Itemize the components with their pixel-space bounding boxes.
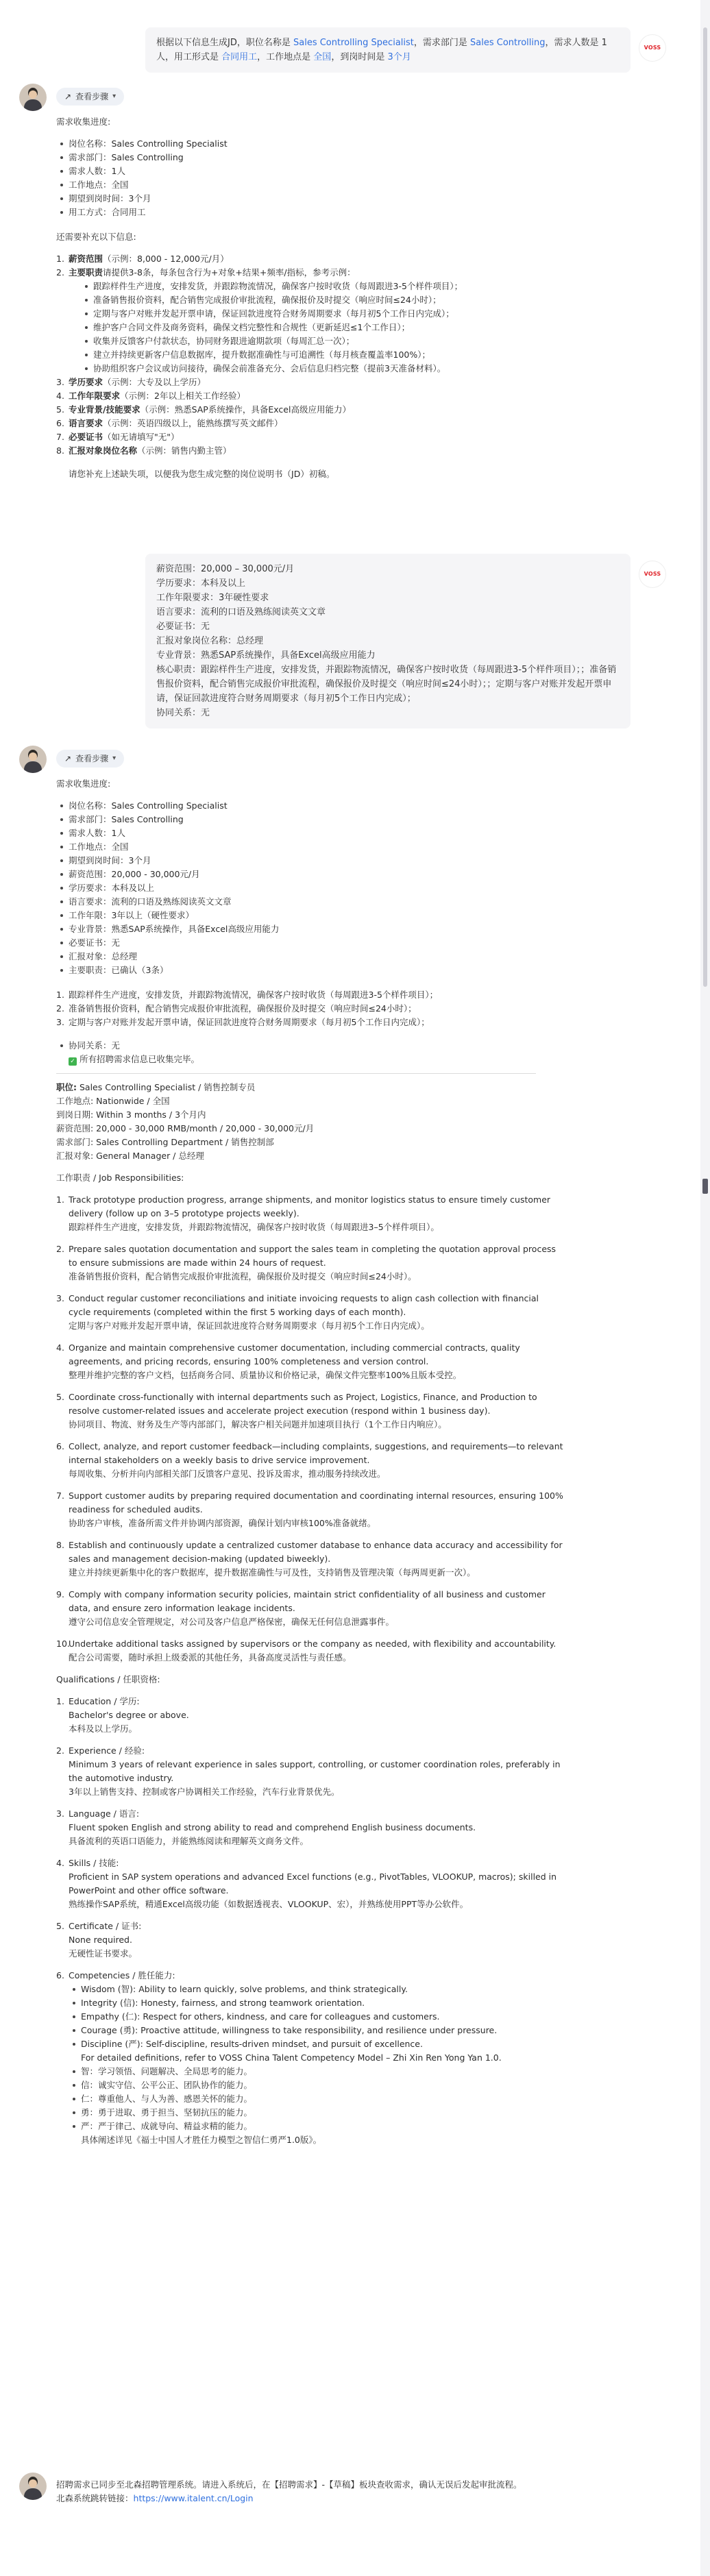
jd-header-value: Sales Controlling Specialist / 销售控制专员 <box>77 1082 256 1092</box>
competency-key: Wisdom (智): <box>81 1984 136 1994</box>
jd-header-line <box>56 1149 563 1163</box>
divider <box>56 1073 536 1074</box>
example-item: 协助组织客户会议或访问接待，确保会前准备充分、会后信息归档完整（提前3天准备材料）。 <box>93 362 563 376</box>
employment-type-link: 合同用工 <box>221 52 258 62</box>
assistant-content <box>56 2478 563 2505</box>
qualification-line: 熟练操作SAP系统，精通Excel高级功能（如数据透视表、VLOOKUP、宏），并熟练使用PPT等办公软件。 <box>69 1899 469 1909</box>
jd-header-line <box>56 1122 563 1136</box>
item-number: 3. <box>56 1808 64 1819</box>
requirement-value: （示例：英语四级以上，能熟练撰写英文邮件） <box>103 418 283 428</box>
competency-cn-item: 仁：尊重他人、与人为善、感恩关怀的能力。 <box>81 2092 563 2106</box>
item-number: 3. <box>56 1017 64 1027</box>
competency-value: Respect for others, kindness, and care for colleagues and customers. <box>140 2011 440 2022</box>
user-message-1 <box>145 27 661 73</box>
list-item: 语言要求：流利的口语及熟练阅读英文文章 <box>69 895 563 909</box>
competency-list <box>69 1983 563 2051</box>
missing-heading: 还需要补充以下信息: <box>56 232 136 242</box>
responsibility-item <box>56 1390 563 1432</box>
item-number: 1. <box>56 1194 64 1205</box>
item-number: 2. <box>56 1745 64 1756</box>
duty-item <box>56 1016 563 1029</box>
competency-key: Courage (勇): <box>81 2025 138 2035</box>
responsibility-cn: 整理并维护完整的客户文档，包括商务合同、质量协议和价格记录，确保文件完整率100%且版本受控。 <box>69 1370 462 1380</box>
msg-text: ，需求人数是 1人，用工形式是 <box>156 38 607 62</box>
item-number: 4. <box>56 1342 64 1353</box>
responsibility-en: Track prototype production progress, arrange shipments, and monitor logistics status to ensure timely customer delivery (follow up on 3–5 prototype projects weekly). <box>69 1194 551 1218</box>
qualification-line: Fluent spoken English and strong ability to read and comprehend English business documents. <box>69 1822 476 1832</box>
done-text: 所有招聘需求信息已收集完毕。 <box>79 1054 200 1064</box>
responsibility-en: Support customer audits by preparing required documentation and coordinating internal resources, ensuring 100% readiness for scheduled audits. <box>69 1491 563 1514</box>
jd-header-value: 需求部门: Sales Controlling Department / 销售控制部 <box>56 1137 274 1147</box>
responsibility-en: Organize and maintain comprehensive customer documentation, including commercial contracts, quality agreements, and pricing records, ensuring 100% completeness and version control. <box>69 1342 520 1366</box>
competency-item <box>81 2024 563 2037</box>
sync-message: 招聘需求已同步至北森招聘管理系统。请进入系统后，在【招聘需求】-【草稿】板块查收需求，确认无误后发起审批流程。 <box>56 2479 522 2490</box>
assistant-message-2 <box>19 746 561 2438</box>
view-steps-label: 查看步骤 <box>75 754 109 763</box>
item-number: 9. <box>56 1589 64 1599</box>
competency-value: Ability to learn quickly, solve problems, and think strategically. <box>136 1984 408 1994</box>
item-number: 6. <box>56 1970 64 1980</box>
requirement-value: （示例：熟悉SAP系统操作，具备Excel高级应用能力） <box>140 404 351 415</box>
competency-key: Empathy (仁): <box>81 2011 140 2022</box>
qualification-line: 本科及以上学历。 <box>69 1724 138 1734</box>
requirement-key: 必要证书 <box>69 432 103 442</box>
qualification-line: 具备流利的英语口语能力，并能熟练阅读和理解英文商务文件。 <box>69 1836 309 1846</box>
steps-icon: ↗ <box>64 754 72 763</box>
msg-line: 协同关系：无 <box>156 708 210 718</box>
responsibility-en: Comply with company information security policies, maintain strict confidentiality of all business and customer data, and ensure zero information leakage incidents. <box>69 1589 546 1613</box>
chevron-down-icon: ▾ <box>112 93 117 100</box>
qualification-line: Minimum 3 years of relevant experience in sales support, controlling, or customer coordination roles, preferably in the automotive industry. <box>69 1759 561 1783</box>
msg-line: 学历要求：本科及以上 <box>156 578 246 589</box>
responsibility-item <box>56 1193 563 1234</box>
jd-header-value: 到岗日期: Within 3 months / 3个月内 <box>56 1109 206 1120</box>
responsibility-en: Conduct regular customer reconciliations and initiate invoicing requests to align cash collection with financial cycle requirements (completed within the first 5 working days of each month). <box>69 1293 539 1317</box>
competency-note: For detailed definitions, refer to VOSS China Talent Competency Model – Zhi Xin Ren Yong Yan 1.0. <box>81 2052 502 2063</box>
duty-item <box>56 988 563 1002</box>
steps-icon: ↗ <box>64 92 72 101</box>
list-item: 期望到岗时间：3个月 <box>69 192 563 206</box>
msg-text: 根据以下信息生成JD，职位名称是 <box>156 38 293 48</box>
item-number: 3. <box>56 377 64 387</box>
duty-text: 定期与客户对账并发起开票申请，保证回款进度符合财务周期要求（每月初5个工作日内完成）； <box>69 1017 430 1027</box>
competency-item <box>81 1996 563 2010</box>
requirement-value: （示例：销售内勤主管） <box>137 445 232 456</box>
competency-value: Proactive attitude, willingness to take responsibility, and resilience under pressure. <box>138 2025 498 2035</box>
requirement-item <box>56 403 563 417</box>
responsibility-en: Coordinate cross-functionally with internal departments such as Project, Logistics, Finance, and Production to resolve customer-related issues and accelerate project execution (respond within 1 business day). <box>69 1392 537 1416</box>
item-number: 10. <box>56 1639 70 1649</box>
requirement-item <box>56 417 563 430</box>
example-item: 维护客户合同文件及商务资料，确保文档完整性和合规性（更新延迟≤1个工作日）； <box>93 321 563 334</box>
scrollbar-track[interactable] <box>700 0 710 2576</box>
list-item: 学历要求：本科及以上 <box>69 881 563 895</box>
scrollbar-thumb[interactable] <box>703 27 707 987</box>
list-item: 汇报对象：总经理 <box>69 950 563 964</box>
competency-item <box>81 1983 563 1996</box>
requirement-value: （示例：8,000 - 12,000元/月） <box>103 254 229 264</box>
assistant-avatar <box>19 746 47 773</box>
item-number: 3. <box>56 1293 64 1303</box>
responsibility-en: Prepare sales quotation documentation and support the sales team in completing the quotation approval process to ensure submissions are made within 24 hours of request. <box>69 1244 556 1268</box>
duties-list <box>56 988 563 1029</box>
progress-heading: 需求收集进度: <box>56 778 111 789</box>
responsibility-en: Establish and continuously update a centralized customer database to enhance data accuracy and accessibility for sales and management decision-making (updated biweekly). <box>69 1540 563 1564</box>
assistant-content <box>56 115 563 481</box>
jd-header-line <box>56 1094 563 1108</box>
item-number: 5. <box>56 404 64 415</box>
msg-line: 工作年限要求：3年硬性要求 <box>156 593 269 603</box>
competency-cn-item: 勇：勇于进取、勇于担当、坚韧抗压的能力。 <box>81 2106 563 2120</box>
outro-text: 请您补充上述缺失项，以便我为您生成完整的岗位说明书（JD）初稿。 <box>69 469 335 479</box>
list-item: 岗位名称：Sales Controlling Specialist <box>69 137 563 151</box>
requirement-key: 主要职责 <box>69 267 103 278</box>
item-number: 5. <box>56 1392 64 1402</box>
duty-text: 跟踪样件生产进度，安排发货，并跟踪物流情况，确保客户按时收货（每周跟进3-5个样件项目）； <box>69 990 439 1000</box>
competency-item <box>81 2037 563 2051</box>
qualification-line: 3年以上销售支持、控制或客户协调相关工作经验，汽车行业背景优先。 <box>69 1787 340 1797</box>
responsibility-item <box>56 1489 563 1530</box>
example-list <box>69 280 563 376</box>
list-item: 用工方式：合同用工 <box>69 206 563 219</box>
qualification-line: 无硬性证书要求。 <box>69 1948 138 1959</box>
assistant-message-3 <box>19 2473 561 2527</box>
responsibility-cn: 定期与客户对账并发起开票申请，保证回款进度符合财务周期要求（每月初5个工作日内完成）。 <box>69 1321 430 1331</box>
qualification-item <box>56 1695 563 1736</box>
example-item: 跟踪样件生产进度，安排发货，并跟踪物流情况，确保客户按时收货（每周跟进3-5个样件项目）； <box>93 280 563 293</box>
requirement-value: 请提供3-8条，每条包含行为+对象+结果+频率/指标，参考示例： <box>103 267 356 278</box>
progress-list <box>56 137 563 219</box>
duty-text: 准备销售报价资料，配合销售完成报价审批流程，确保报价及时提交（响应时间≤24小时）； <box>69 1003 417 1014</box>
responsibility-item <box>56 1440 563 1481</box>
item-number: 8. <box>56 1540 64 1550</box>
msg-text: ，到岗时间是 <box>331 52 388 62</box>
competency-item <box>81 2010 563 2024</box>
example-item: 准备销售报价资料，配合销售完成报价审批流程，确保报价及时提交（响应时间≤24小时）； <box>93 293 563 307</box>
example-item: 收集并反馈客户付款状态，协同财务跟进逾期款项（每周汇总一次）； <box>93 334 563 348</box>
item-number: 4. <box>56 391 64 401</box>
msg-line: 核心职责：跟踪样件生产进度，安排发货，并跟踪物流情况，确保客户按时收货（每周跟进3-5个样件项目）；；准备销售报价资料，配合销售完成报价审批流程，确保报价及时提交（响应时间≤24小时）；；定期与客户对账并发起开票申请，保证回款进度符合财务周期要求（每月初5个工作日内完成）； <box>156 665 617 704</box>
requirement-value: （示例：2年以上相关工作经验） <box>120 391 245 401</box>
competency-value: Honesty, fairness, and strong teamwork orientation. <box>138 1998 365 2008</box>
msg-line: 专业背景：熟悉SAP系统操作，具备Excel高级应用能力 <box>156 650 376 661</box>
jd-header <box>56 1081 563 1163</box>
jd-header-line <box>56 1081 563 1094</box>
item-number: 1. <box>56 990 64 1000</box>
assistant-content <box>56 777 563 2155</box>
item-number: 5. <box>56 1921 64 1931</box>
list-item <box>69 1039 563 1066</box>
collab-text: 协同关系：无 <box>69 1040 121 1051</box>
check-icon: ✓ <box>69 1057 77 1066</box>
competency-cn-item: 智：学习领悟、问题解决、全局思考的能力。 <box>81 2065 563 2078</box>
qualification-heading: Experience / 经验: <box>69 1745 145 1756</box>
qualification-heading: Language / 语言: <box>69 1808 140 1819</box>
jd-header-value: 汇报对象: General Manager / 总经理 <box>56 1151 204 1161</box>
responsibility-en: Collect, analyze, and report customer feedback—including complaints, suggestions, and requirements—to relevant internal stakeholders on a weekly basis to drive service improvement. <box>69 1441 563 1465</box>
requirement-value: （如无请填写"无"） <box>103 432 180 442</box>
responsibility-cn: 建立并持续更新集中化的客户数据库，提升数据准确性与可及性，支持销售及管理决策（每两周更新一次）。 <box>69 1567 476 1578</box>
item-number: 7. <box>56 1491 64 1501</box>
example-item: 定期与客户对账并发起开票申请，保证回款进度符合财务周期要求（每月初5个工作日内完成）； <box>93 307 563 321</box>
list-item: 专业背景：熟悉SAP系统操作，具备Excel高级应用能力 <box>69 922 563 936</box>
list-item: 工作年限：3年以上（硬性要求） <box>69 909 563 922</box>
progress-list <box>56 799 563 977</box>
competency-key: Integrity (信): <box>81 1998 138 2008</box>
requirement-item <box>56 444 563 458</box>
list-item: 薪资范围：20,000 - 30,000元/月 <box>69 868 563 881</box>
requirement-item <box>56 252 563 266</box>
list-item: 主要职责：已确认（3条） <box>69 964 563 977</box>
chevron-down-icon: ▾ <box>112 755 117 762</box>
duty-item <box>56 1002 563 1016</box>
list-item: 需求部门：Sales Controlling <box>69 151 563 164</box>
list-item: 需求人数：1人 <box>69 164 563 178</box>
qualification-heading: Skills / 技能: <box>69 1858 119 1868</box>
competency-key: Discipline (严): <box>81 2039 143 2049</box>
qualification-heading: Certificate / 证书: <box>69 1921 142 1931</box>
view-steps-button[interactable] <box>56 750 124 768</box>
user-avatar: VOSS <box>639 561 666 588</box>
list-item: 岗位名称：Sales Controlling Specialist <box>69 799 563 813</box>
requirement-key: 语言要求 <box>69 418 103 428</box>
list-item: 必要证书：无 <box>69 936 563 950</box>
responsibilities-list <box>56 1193 563 1665</box>
requirement-item <box>56 266 563 376</box>
qualification-item <box>56 1856 563 1911</box>
qualification-item <box>56 1807 563 1848</box>
example-item: 建立并持续更新客户信息数据库，提升数据准确性与可追溯性（每月核查覆盖率100%）； <box>93 348 563 362</box>
italent-login-link[interactable]: https://www.italent.cn/Login <box>133 2493 254 2503</box>
collab-list <box>56 1039 563 1066</box>
responsibility-cn: 每周收集、分析并向内部相关部门反馈客户意见、投诉及需求，推动服务持续改进。 <box>69 1469 386 1479</box>
responsibility-cn: 遵守公司信息安全管理规定，对公司及客户信息严格保密，确保无任何信息泄露事件。 <box>69 1617 395 1627</box>
progress-heading: 需求收集进度: <box>56 116 111 127</box>
competencies-heading: Competencies / 胜任能力: <box>69 1970 175 1980</box>
competency-cn-list <box>69 2065 563 2133</box>
qualification-item <box>56 1919 563 1961</box>
department-link: Sales Controlling <box>470 38 546 48</box>
item-number: 6. <box>56 1441 64 1451</box>
jd-header-line <box>56 1108 563 1122</box>
msg-line: 薪资范围：20,000 – 30,000元/月 <box>156 564 295 574</box>
qualification-heading: Education / 学历: <box>69 1696 140 1706</box>
requirement-key: 专业背景/技能要求 <box>69 404 140 415</box>
user-bubble <box>145 27 631 73</box>
list-item: 需求人数：1人 <box>69 826 563 840</box>
competency-cn-item: 信：诚实守信、公平公正、团队协作的能力。 <box>81 2078 563 2092</box>
competency-value: Self-discipline, results-driven mindset, and pursuit of excellence. <box>143 2039 423 2049</box>
item-number: 1. <box>56 1696 64 1706</box>
jd-header-key: 职位: <box>56 1082 77 1092</box>
competency-cn-item: 严：严于律己、成就导向、精益求精的能力。 <box>81 2120 563 2133</box>
item-number: 1. <box>56 254 64 264</box>
responsibility-item <box>56 1242 563 1284</box>
requirement-key: 工作年限要求 <box>69 391 121 401</box>
msg-text: ，需求部门是 <box>413 38 471 48</box>
location-link: 全国 <box>313 52 332 62</box>
responsibility-item <box>56 1588 563 1629</box>
qualification-line: None required. <box>69 1935 132 1945</box>
qualification-item <box>56 1744 563 1799</box>
item-number: 2. <box>56 1244 64 1254</box>
list-item: 工作地点：全国 <box>69 840 563 854</box>
item-number: 4. <box>56 1858 64 1868</box>
jd-header-value: 工作地点: Nationwide / 全国 <box>56 1096 170 1106</box>
responsibility-item <box>56 1538 563 1580</box>
item-number: 8. <box>56 445 64 456</box>
list-item: 需求部门：Sales Controlling <box>69 813 563 826</box>
requirement-value: （示例：大专及以上学历） <box>103 377 206 387</box>
jd-header-line <box>56 1136 563 1149</box>
list-item: 工作地点：全国 <box>69 178 563 192</box>
item-number: 6. <box>56 418 64 428</box>
user-message-2 <box>145 554 661 728</box>
job-title-link: Sales Controlling Specialist <box>293 38 414 48</box>
jd-header-value: 薪资范围: 20,000 - 30,000 RMB/month / 20,000 - 30,000元/月 <box>56 1123 315 1133</box>
responsibilities-heading: 工作职责 / Job Responsibilities: <box>56 1173 184 1183</box>
qualification-item <box>56 1969 563 2147</box>
item-number: 2. <box>56 267 64 278</box>
assistant-message-1 <box>19 84 561 536</box>
missing-list <box>56 252 563 458</box>
responsibility-cn: 协助客户审核，准备所需文件并协调内部资源，确保计划内审核100%准备就绪。 <box>69 1518 376 1528</box>
requirement-item <box>56 389 563 403</box>
start-time-link: 3个月 <box>387 52 411 62</box>
item-number: 2. <box>56 1003 64 1014</box>
qualification-line: Bachelor's degree or above. <box>69 1710 189 1720</box>
msg-line: 汇报对象岗位名称：总经理 <box>156 636 264 646</box>
msg-line: 必要证书：无 <box>156 622 210 632</box>
view-steps-label: 查看步骤 <box>75 92 109 101</box>
requirement-item <box>56 430 563 444</box>
responsibility-cn: 跟踪样件生产进度，安排发货，并跟踪物流情况，确保客户按时收货（每周跟进3–5个样件项目）。 <box>69 1222 439 1232</box>
responsibility-en: Undertake additional tasks assigned by supervisors or the company as needed, with flexibility and accountability. <box>69 1639 556 1649</box>
responsibility-item <box>56 1292 563 1333</box>
assistant-avatar <box>19 2473 47 2500</box>
responsibility-item <box>56 1341 563 1382</box>
requirement-key: 学历要求 <box>69 377 103 387</box>
competency-cn-note: 具体阐述详见《福士中国人才胜任力模型之智信仁勇严1.0版》。 <box>81 2135 322 2145</box>
user-bubble <box>145 554 631 728</box>
responsibility-cn: 协同项目、物流、财务及生产等内部部门，解决客户相关问题并加速项目执行（1个工作日内响应）。 <box>69 1419 447 1430</box>
qualification-line: Proficient in SAP system operations and advanced Excel functions (e.g., PivotTables, VLOOKUP, macros); skilled in PowerPoint and other office software. <box>69 1872 557 1896</box>
scroll-marker <box>702 1179 708 1194</box>
link-label: 北森系统跳转链接： <box>56 2493 134 2503</box>
user-avatar: VOSS <box>639 34 666 62</box>
list-item: 期望到岗时间：3个月 <box>69 854 563 868</box>
responsibility-cn: 配合公司需要，随时承担上级委派的其他任务，具备高度灵活性与责任感。 <box>69 1652 352 1663</box>
item-number: 7. <box>56 432 64 442</box>
requirement-key: 汇报对象岗位名称 <box>69 445 138 456</box>
responsibility-cn: 准备销售报价资料，配合销售完成报价审批流程，确保报价及时提交（响应时间≤24小时）。 <box>69 1271 417 1281</box>
responsibility-item <box>56 1637 563 1665</box>
msg-text: ，工作地点是 <box>257 52 314 62</box>
assistant-avatar <box>19 84 47 111</box>
view-steps-button[interactable] <box>56 88 124 106</box>
msg-line: 语言要求：流利的口语及熟练阅读英文文章 <box>156 607 326 617</box>
requirement-item <box>56 376 563 389</box>
requirement-key: 薪资范围 <box>69 254 103 264</box>
qualifications-list <box>56 1695 563 2147</box>
qualifications-heading: Qualifications / 任职资格: <box>56 1674 160 1684</box>
